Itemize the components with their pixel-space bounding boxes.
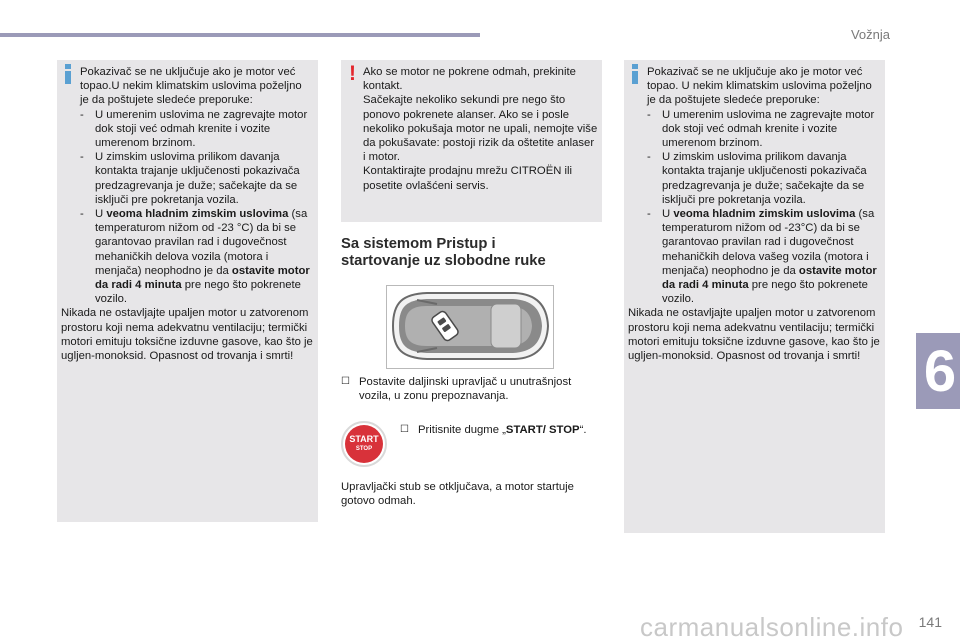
exclamation-icon: !	[349, 62, 356, 85]
info-intro: Pokazivač se ne uključuje ako je motor već topao. U nekim klimatskim uslovima poželjno je da poštujete sledeće preporuke:	[647, 66, 872, 107]
checkbox-arrow-icon: ☐	[341, 376, 350, 387]
instruction-step-1: ☐ Postavite daljinski upravljač u unutrašnjost vozila, u zonu prepoznavanja.	[341, 376, 572, 403]
warning-line: Kontaktirajte prodajnu mrežu CITROËN ili posetite ovlašćeni servis.	[363, 165, 573, 192]
info-panel-left-text	[61, 65, 313, 363]
start-stop-button-icon: START STOP	[341, 421, 387, 467]
instruction-step-2: ☐ Pritisnite dugme „START/ STOP“.	[400, 424, 587, 436]
list-item: - U veoma hladnim zimskim uslovima (sa temperaturom nižom od -23°C) da bi se garantovao pravilan rad i dugovečnost mehaničkih delova vašeg vozila (motora i menjača) neophodno je da ostavite motor da radi 4 minuta pre nego što pokrenete vozilo.	[647, 207, 880, 306]
warning-panel	[341, 60, 602, 222]
list-item: - U zimskim uslovima prilikom davanja kontakta trajanje uključenosti pokazivača predzagrevanja je duže; sačekajte da se isključi pre pokretanja vozila.	[80, 150, 313, 207]
warning-line: Sačekajte nekoliko sekundi pre nego što ponovo pokrenete alanser. Ako se i posle nekoliko pokušaja motor ne upali, nemojte više da pokušavate: postoji rizik da oštetite anlaser i motor.	[363, 94, 598, 164]
list-item: - U zimskim uslovima prilikom davanja kontakta trajanje uključenosti pokazivača predzagrevanja je duže; sačekajte da se isključi pre pokretanja vozila.	[647, 150, 880, 207]
info-intro: Pokazivač se ne uključuje ako je motor već topao.U nekim klimatskim uslovima poželjno je da poštujete sledeće preporuke:	[80, 66, 302, 107]
info-panel-right-text	[628, 65, 880, 363]
co-warning-text: Nikada ne ostavljajte upaljen motor u zatvorenom prostoru koji nema adekvatnu ventilaciju; termički motori emituju toksične izduvne gasove, kao što je ugljen-monoksid. Opasnost od trovanja i smrti!	[628, 307, 880, 363]
list-item: - U umerenim uslovima ne zagrevajte motor dok stoji već odmah krenite i vozite umerenom brzinom.	[80, 108, 313, 151]
list-item: - U umerenim uslovima ne zagrevajte motor dok stoji već odmah krenite i vozite umerenom brzinom.	[647, 108, 880, 151]
info-panel-left	[57, 60, 318, 522]
chapter-tab: 6	[916, 333, 960, 409]
recommendation-list	[647, 108, 880, 307]
co-warning-text: Nikada ne ostavljajte upaljen motor u zatvorenom prostoru koji nema adekvatnu ventilaciju; termički motori emituju toksične izduvne gasove, kao što je ugljen-monoksid. Opasnost od trovanja i smrti!	[61, 307, 313, 363]
warning-panel-text	[363, 65, 599, 193]
info-panel-right	[624, 60, 885, 533]
section-heading: Sa sistemom Pristup i startovanje uz slobodne ruke	[341, 236, 546, 269]
section-title: Vožnja	[850, 27, 890, 42]
recommendation-list	[80, 108, 313, 307]
page-number: 141	[918, 614, 942, 630]
warning-line: Ako se motor ne pokrene odmah, prekinite kontakt.	[363, 66, 576, 93]
header-accent-bar	[0, 33, 480, 37]
watermark: carmanualsonline.info	[640, 612, 904, 640]
checkbox-arrow-icon: ☐	[400, 424, 409, 435]
list-item: - U veoma hladnim zimskim uslovima (sa temperaturom nižom od -23 °C) da bi se garantovao pravilan rad i dugovečnost mehaničkih delova vozila (motora i menjača) neophodno je da ostavite motor da radi 4 minuta pre nego što pokrenete vozilo.	[80, 207, 313, 306]
result-text: Upravljački stub se otključava, a motor startuje gotovo odmah.	[341, 481, 574, 508]
car-keyfob-illustration	[386, 285, 554, 369]
